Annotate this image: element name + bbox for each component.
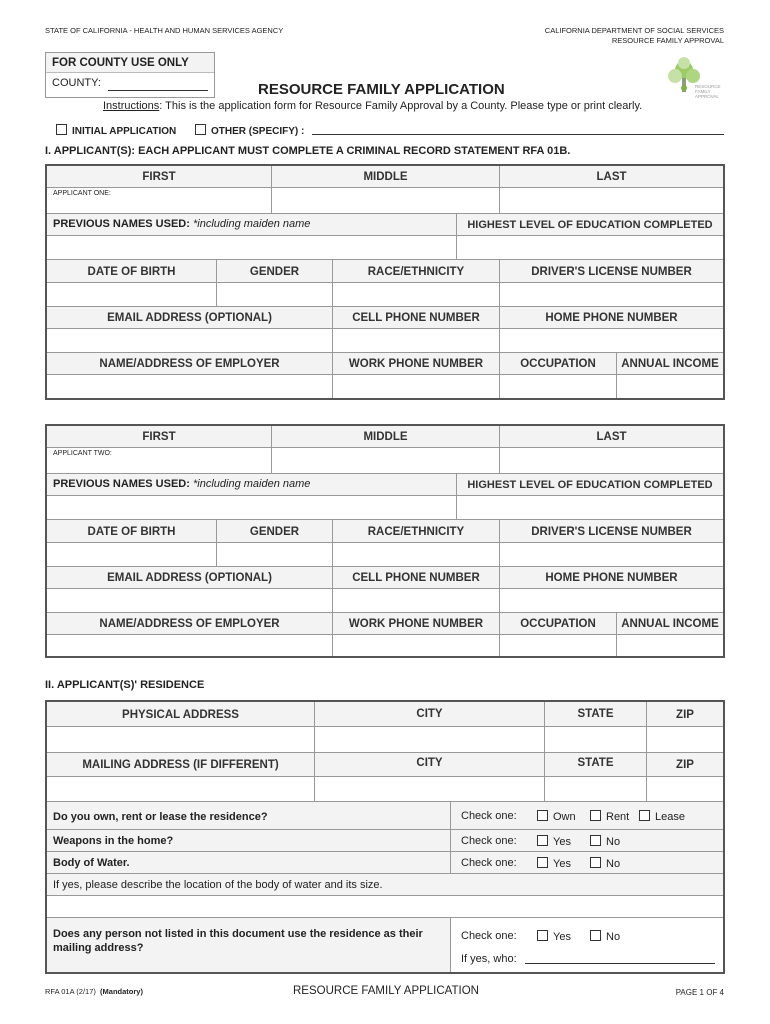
- mailing-yes-option[interactable]: [537, 930, 571, 943]
- initial-application-label: INITIAL APPLICATION: [72, 126, 177, 137]
- work-phone-header: WORK PHONE NUMBER: [333, 353, 500, 375]
- state-header: STATE: [545, 702, 647, 727]
- logo-text-2: FAMILY: [695, 89, 711, 94]
- work-phone-field-2[interactable]: [333, 635, 500, 656]
- education-header-2: HIGHEST LEVEL OF EDUCATION COMPLETED: [457, 474, 723, 496]
- footer-page: PAGE 1 OF 4: [675, 988, 724, 997]
- rfa-logo: [662, 56, 726, 102]
- water-yes-label: Yes: [553, 858, 571, 870]
- gender-header-2: GENDER: [217, 520, 333, 543]
- email-field-2[interactable]: [47, 589, 333, 613]
- zip-field[interactable]: [647, 727, 723, 753]
- weapons-no-option[interactable]: [590, 835, 620, 848]
- cell-phone-field[interactable]: [333, 329, 500, 353]
- last-header: LAST: [500, 166, 723, 188]
- rent-checkbox[interactable]: [590, 810, 601, 821]
- applicant-two-block: [45, 424, 725, 658]
- license-header: DRIVER'S LICENSE NUMBER: [500, 260, 723, 283]
- gender-header: GENDER: [217, 260, 333, 283]
- city-field[interactable]: [315, 727, 545, 753]
- logo-text-3: APPROVAL: [695, 94, 719, 99]
- mailing-state-field[interactable]: [545, 777, 647, 802]
- dob-header-2: DATE OF BIRTH: [47, 520, 217, 543]
- cell-header-2: CELL PHONE NUMBER: [333, 567, 500, 589]
- prev-names-label: PREVIOUS NAMES USED:: [53, 218, 190, 230]
- race-field-2[interactable]: [333, 543, 500, 567]
- footer-form-number: RFA 01A (2/17): [45, 987, 96, 996]
- lease-option[interactable]: [639, 810, 685, 823]
- own-question-cell: [47, 802, 451, 830]
- weapons-yes-option[interactable]: [537, 835, 571, 848]
- last-header-2: LAST: [500, 426, 723, 448]
- mailing-state-header: STATE: [545, 753, 647, 777]
- water-options-cell: [451, 852, 723, 874]
- other-checkbox[interactable]: [195, 124, 206, 135]
- own-check-one: Check one:: [461, 810, 517, 822]
- weapons-yes-checkbox[interactable]: [537, 835, 548, 846]
- employer-field[interactable]: [47, 375, 333, 398]
- prev-names-label-2: PREVIOUS NAMES USED:: [53, 478, 190, 490]
- own-options-cell: [451, 802, 723, 830]
- email-header: EMAIL ADDRESS (OPTIONAL): [47, 307, 333, 329]
- applicant-one-block: [45, 164, 725, 400]
- weapons-yes-label: Yes: [553, 836, 571, 848]
- water-yes-checkbox[interactable]: [537, 857, 548, 868]
- mailing-zip-header: ZIP: [647, 753, 723, 777]
- initial-application-option[interactable]: [56, 124, 176, 137]
- home-phone-field[interactable]: [500, 329, 723, 353]
- email-field[interactable]: [47, 329, 333, 353]
- mailing-yes-checkbox[interactable]: [537, 930, 548, 941]
- weapons-no-checkbox[interactable]: [590, 835, 601, 846]
- home-phone-field-2[interactable]: [500, 589, 723, 613]
- occupation-field-2[interactable]: [500, 635, 617, 656]
- prev-names-note-2: *including maiden name: [192, 478, 311, 490]
- last-name-field-2[interactable]: [500, 448, 723, 474]
- education-header: HIGHEST LEVEL OF EDUCATION COMPLETED: [457, 214, 723, 236]
- occupation-header-2: OCCUPATION: [500, 613, 617, 635]
- middle-name-field[interactable]: [272, 188, 500, 214]
- state-field[interactable]: [545, 727, 647, 753]
- zip-header: ZIP: [647, 702, 723, 727]
- mailing-check-one: Check one:: [461, 930, 517, 942]
- instructions-text: : This is the application form for Resource Family Approval by a County. Please type or print clearly.: [159, 100, 643, 112]
- dob-field-2[interactable]: [47, 543, 217, 567]
- occupation-header: OCCUPATION: [500, 353, 617, 375]
- county-label: COUNTY:: [52, 77, 101, 89]
- weapons-question-cell: [47, 830, 451, 852]
- education-field[interactable]: [457, 236, 723, 260]
- water-desc-field[interactable]: [47, 896, 723, 918]
- weapons-no-label: No: [606, 836, 621, 848]
- prev-names-note: *including maiden name: [192, 218, 311, 230]
- work-phone-field[interactable]: [333, 375, 500, 398]
- occupation-field[interactable]: [500, 375, 617, 398]
- last-name-field[interactable]: [500, 188, 723, 214]
- license-field-2[interactable]: [500, 543, 723, 567]
- city-header: CITY: [315, 702, 545, 727]
- footer-mandatory: (Mandatory): [100, 987, 143, 996]
- prev-names-header-2: [47, 474, 457, 496]
- water-yes-option[interactable]: [537, 857, 571, 870]
- first-name-field-2[interactable]: [47, 448, 272, 474]
- form-title: RESOURCE FAMILY APPLICATION: [258, 81, 505, 98]
- weapons-question: Weapons in the home?: [53, 835, 174, 847]
- race-header: RACE/ETHNICITY: [333, 260, 500, 283]
- county-use-box: [45, 52, 215, 98]
- water-question: Body of Water.: [53, 857, 130, 869]
- water-no-checkbox[interactable]: [590, 857, 601, 868]
- dob-header: DATE OF BIRTH: [47, 260, 217, 283]
- employer-header: NAME/ADDRESS OF EMPLOYER: [47, 353, 333, 375]
- other-specify-field[interactable]: [312, 134, 724, 135]
- rent-label: Rent: [606, 811, 630, 823]
- own-option[interactable]: [537, 810, 576, 823]
- lease-checkbox[interactable]: [639, 810, 650, 821]
- home-phone-header: HOME PHONE NUMBER: [500, 307, 723, 329]
- county-use-label: FOR COUNTY USE ONLY: [46, 53, 214, 73]
- mailing-city-field[interactable]: [315, 777, 545, 802]
- income-field[interactable]: [617, 375, 723, 398]
- weapons-check-one: Check one:: [461, 835, 517, 847]
- cell-phone-field-2[interactable]: [333, 589, 500, 613]
- other-option[interactable]: [195, 124, 304, 137]
- employer-field-2[interactable]: [47, 635, 333, 656]
- instructions-label: Instructions: [103, 100, 160, 112]
- mailing-question: Does any person not listed in this document use the residence as their mailing address?: [53, 928, 423, 954]
- weapons-options-cell: [451, 830, 723, 852]
- mailing-city-header: CITY: [315, 753, 545, 777]
- gender-field-2[interactable]: [217, 543, 333, 567]
- home-phone-header-2: HOME PHONE NUMBER: [500, 567, 723, 589]
- dob-field[interactable]: [47, 283, 217, 307]
- mailing-options-cell: [451, 918, 723, 972]
- cell-header: CELL PHONE NUMBER: [333, 307, 500, 329]
- race-header-2: RACE/ETHNICITY: [333, 520, 500, 543]
- physical-address-header: PHYSICAL ADDRESS: [47, 702, 315, 727]
- income-header: ANNUAL INCOME: [617, 353, 723, 375]
- middle-name-field-2[interactable]: [272, 448, 500, 474]
- agency-left: STATE OF CALIFORNIA - HEALTH AND HUMAN SERVICES AGENCY: [45, 26, 284, 35]
- water-desc-label: If yes, please describe the location of the body of water and its size.: [53, 879, 383, 891]
- water-question-cell: [47, 852, 451, 874]
- footer-title: RESOURCE FAMILY APPLICATION: [293, 985, 479, 997]
- mailing-no-checkbox[interactable]: [590, 930, 601, 941]
- other-label: OTHER (SPECIFY) :: [211, 126, 305, 137]
- applicant-one-label: APPLICANT ONE:: [53, 190, 111, 197]
- mailing-zip-field[interactable]: [647, 777, 723, 802]
- initial-application-checkbox[interactable]: [56, 124, 67, 135]
- water-no-option[interactable]: [590, 857, 620, 870]
- prev-names-field[interactable]: [47, 236, 457, 260]
- residence-block: [45, 700, 725, 974]
- mailing-no-option[interactable]: [590, 930, 620, 943]
- footer-form-id: [45, 987, 143, 996]
- middle-header-2: MIDDLE: [272, 426, 500, 448]
- mailing-yes-label: Yes: [553, 931, 571, 943]
- license-field[interactable]: [500, 283, 723, 307]
- instructions: [103, 100, 642, 112]
- middle-header: MIDDLE: [272, 166, 500, 188]
- education-field-2[interactable]: [457, 496, 723, 520]
- income-field-2[interactable]: [617, 635, 723, 656]
- prev-names-header: [47, 214, 457, 236]
- county-field[interactable]: [108, 90, 208, 91]
- if-yes-who-field[interactable]: [525, 963, 715, 964]
- own-label: Own: [553, 811, 576, 823]
- work-phone-header-2: WORK PHONE NUMBER: [333, 613, 500, 635]
- water-check-one: Check one:: [461, 857, 517, 869]
- agency-right-2: RESOURCE FAMILY APPROVAL: [611, 36, 724, 45]
- own-question: Do you own, rent or lease the residence?: [53, 811, 268, 823]
- mailing-address-header: MAILING ADDRESS (IF DIFFERENT): [47, 753, 315, 777]
- rent-option[interactable]: [590, 810, 629, 823]
- logo-text-1: RESOURCE: [695, 84, 721, 89]
- first-header: FIRST: [47, 166, 272, 188]
- license-header-2: DRIVER'S LICENSE NUMBER: [500, 520, 723, 543]
- first-name-field[interactable]: [47, 188, 272, 214]
- if-yes-who-label: If yes, who:: [461, 953, 517, 965]
- water-no-label: No: [606, 858, 621, 870]
- email-header-2: EMAIL ADDRESS (OPTIONAL): [47, 567, 333, 589]
- race-field[interactable]: [333, 283, 500, 307]
- first-header-2: FIRST: [47, 426, 272, 448]
- prev-names-field-2[interactable]: [47, 496, 457, 520]
- mailing-address-field[interactable]: [47, 777, 315, 802]
- water-desc-cell: [47, 874, 723, 896]
- mailing-no-label: No: [606, 931, 621, 943]
- lease-label: Lease: [655, 811, 685, 823]
- income-header-2: ANNUAL INCOME: [617, 613, 723, 635]
- employer-header-2: NAME/ADDRESS OF EMPLOYER: [47, 613, 333, 635]
- physical-address-field[interactable]: [47, 727, 315, 753]
- gender-field[interactable]: [217, 283, 333, 307]
- applicant-two-label: APPLICANT TWO:: [53, 450, 112, 457]
- own-checkbox[interactable]: [537, 810, 548, 821]
- agency-right-1: CALIFORNIA DEPARTMENT OF SOCIAL SERVICES: [544, 26, 724, 35]
- section1-heading: I. APPLICANT(S): EACH APPLICANT MUST COMPLETE A CRIMINAL RECORD STATEMENT RFA 01B.: [45, 145, 571, 157]
- section2-heading: II. APPLICANT(S)' RESIDENCE: [45, 679, 205, 691]
- mailing-question-cell: [47, 918, 451, 972]
